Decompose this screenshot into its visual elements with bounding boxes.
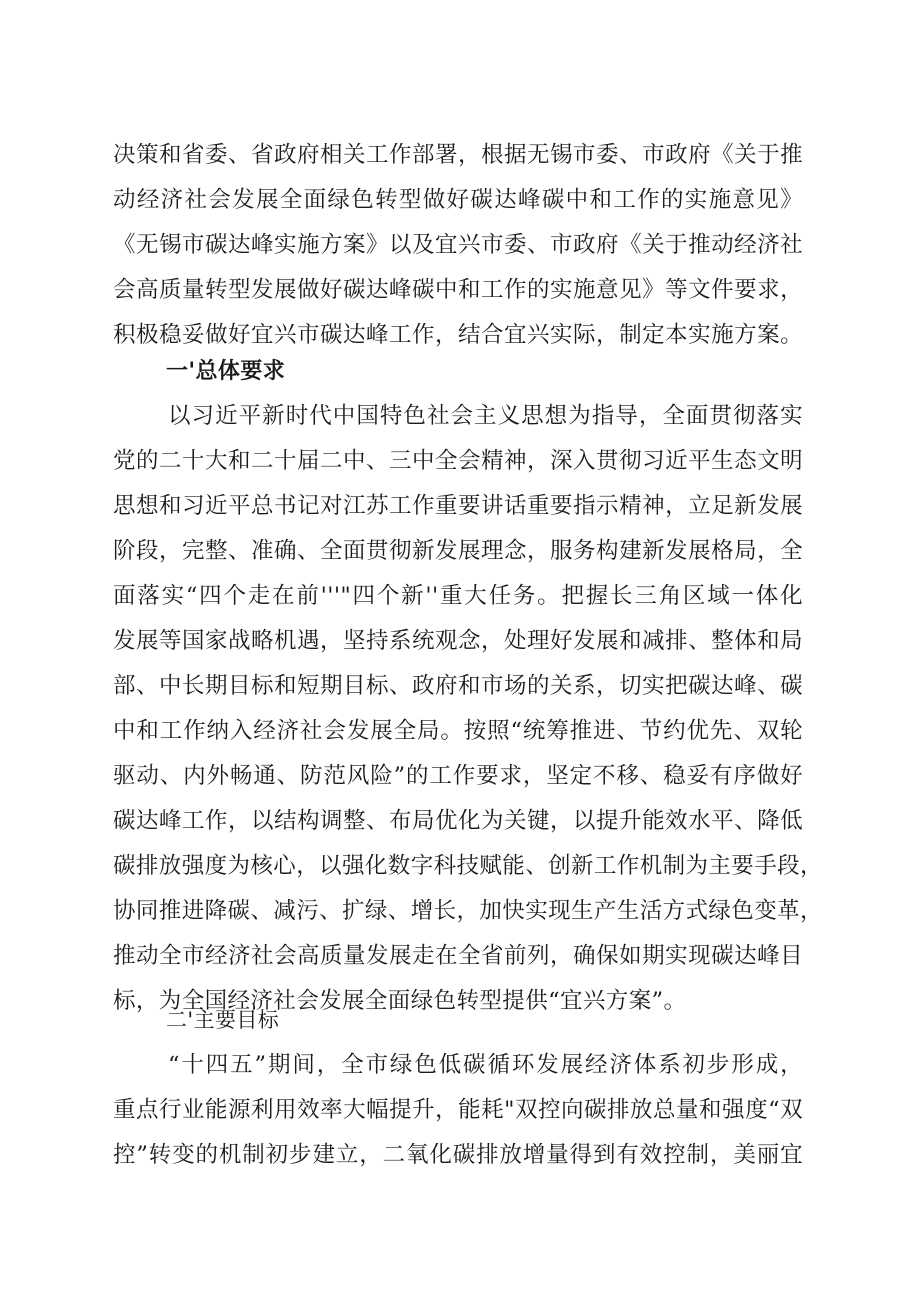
text-line: 思想和习近平总书记对江苏工作重要讲话重要指示精神，立足新发展	[113, 493, 803, 519]
text-line: 发展等国家战略机遇，坚持系统观念，处理好发展和减排、整体和局	[113, 628, 803, 654]
text-line: 党的二十大和二十届二中、三中全会精神，深入贯彻习近平生态文明	[113, 448, 803, 474]
section-title: 二'主要目标	[166, 1008, 280, 1032]
text-line: 驱动、内外畅通、防范风险”的工作要求，坚定不移、稳妥有序做好	[113, 763, 803, 789]
intro-paragraph	[113, 133, 803, 358]
text-line: 标，为全国经济社会发展全面绿色转型提供“宜兴方案”。	[113, 988, 687, 1014]
text-line: 推动全市经济社会高质量发展走在全省前列，确保如期实现碳达峰目	[113, 943, 803, 969]
section-body-overall	[113, 394, 823, 1024]
text-line: 碳排放强度为核心，以强化数字科技赋能、创新工作机制为主要手段，	[113, 853, 823, 879]
text-line: 重点行业能源利用效率大幅提升，能耗"双控向碳排放总量和强度“双	[113, 1097, 803, 1123]
text-line: 积极稳妥做好宜兴市碳达峰工作，结合宜兴实际，制定本实施方案。	[113, 322, 803, 348]
text-line: 部、中长期目标和短期目标、政府和市场的关系，切实把碳达峰、碳	[113, 673, 803, 699]
section-heading-overall	[113, 349, 803, 394]
text-line: 面落实“四个走在前'''"四个新''重大任务。把握长三角区域一体化	[113, 583, 803, 609]
text-line: 协同推进降碳、减污、扩绿、增长，加快实现生产生活方式绿色变革，	[113, 898, 823, 924]
text-line: 碳达峰工作，以结构调整、布局优化为关键，以提升能效水平、降低	[113, 808, 803, 834]
text-line: 决策和省委、省政府相关工作部署，根据无锡市委、市政府《关于推	[113, 142, 803, 168]
text-line: 控”转变的机制初步建立，二氧化碳排放增量得到有效控制，美丽宜	[113, 1142, 803, 1168]
text-line: 中和工作纳入经济社会发展全局。按照“统筹推进、节约优先、双轮	[113, 718, 803, 744]
section-heading-goals	[113, 998, 803, 1043]
text-line: 《无锡市碳达峰实施方案》以及宜兴市委、市政府《关于推动经济社	[113, 232, 803, 258]
text-line: 阶段，完整、准确、全面贯彻新发展理念，服务构建新发展格局，全	[113, 538, 803, 564]
section-body-goals	[113, 1043, 803, 1178]
text-line: 会高质量转型发展做好碳达峰碳中和工作的实施意见》等文件要求，	[113, 277, 803, 303]
text-line: “十四五”期间，全市绿色低碳循环发展经济体系初步形成，	[168, 1052, 803, 1078]
section-title: 一'总体要求	[166, 359, 286, 384]
text-line: 动经济社会发展全面绿色转型做好碳达峰碳中和工作的实施意见》	[113, 187, 803, 213]
text-line: 以习近平新时代中国特色社会主义思想为指导，全面贯彻落实	[168, 403, 803, 429]
